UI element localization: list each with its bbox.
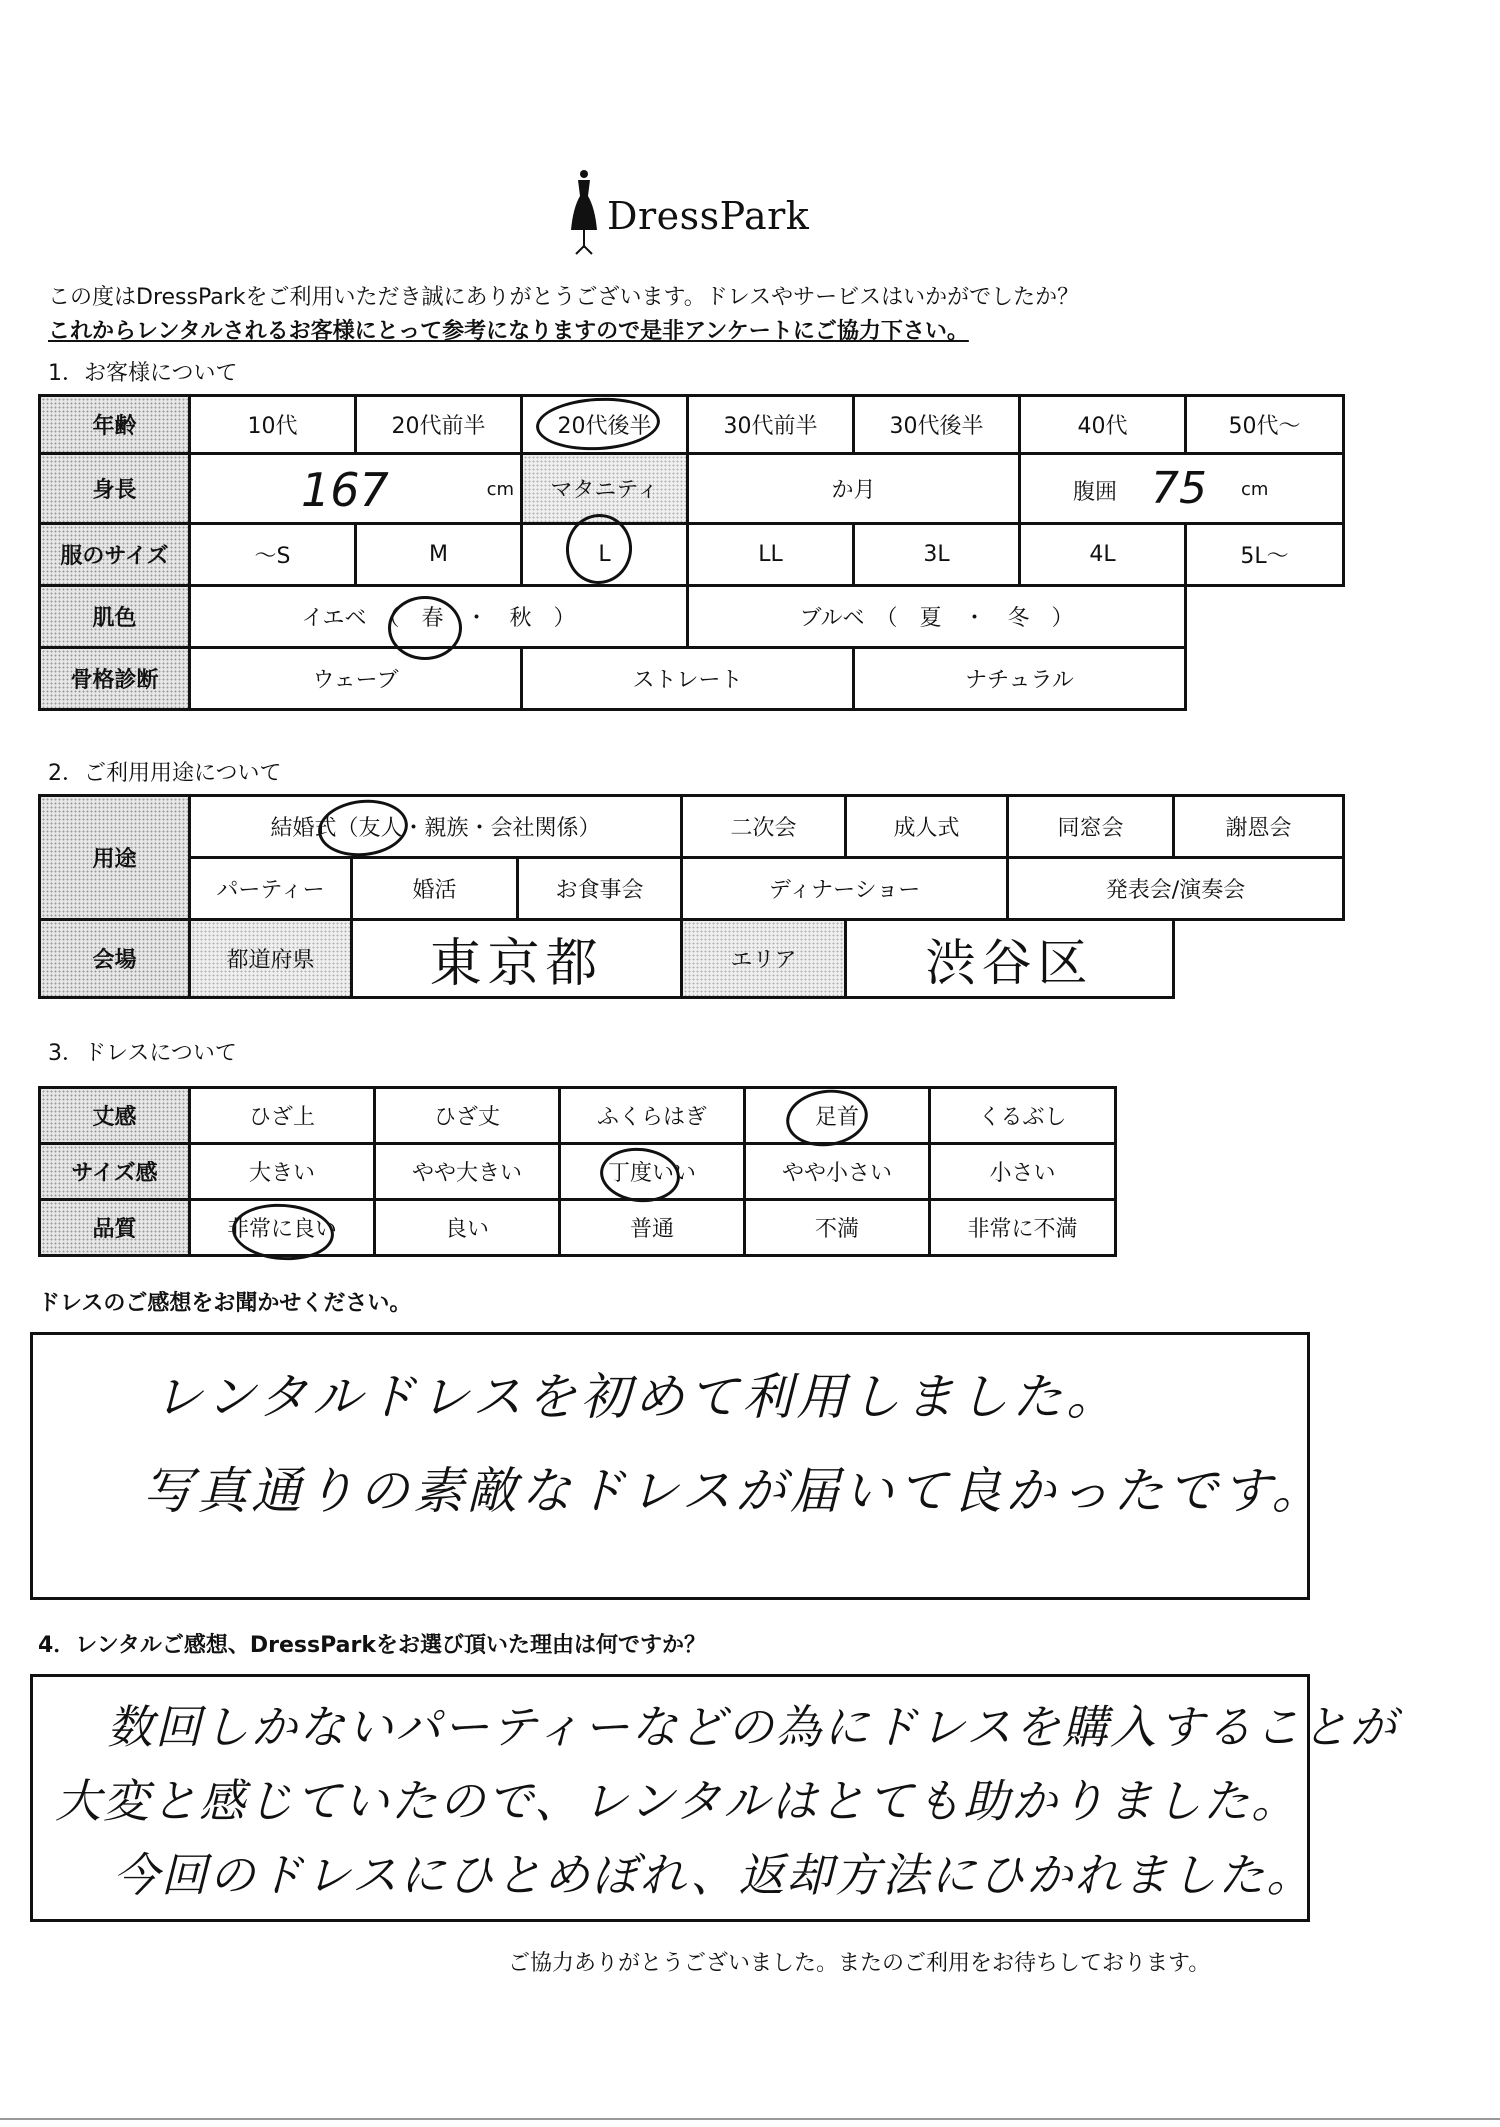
- impression-line: レンタルドレスを初めて利用しました。: [153, 1368, 1121, 1426]
- purpose-option[interactable]: パーティー: [190, 858, 352, 920]
- age-option[interactable]: 30代前半: [688, 396, 854, 454]
- age-option[interactable]: 10代: [190, 396, 356, 454]
- frame-option[interactable]: ナチュラル: [854, 648, 1186, 710]
- frame-option[interactable]: ウェーブ: [190, 648, 522, 710]
- purpose-option[interactable]: 同窓会: [1008, 796, 1174, 858]
- length-option[interactable]: ふくらはぎ: [560, 1088, 745, 1144]
- size-option[interactable]: M: [356, 524, 522, 586]
- section2-title: 2．ご利用用途について: [48, 761, 282, 786]
- venue-row: [40, 920, 1344, 998]
- skin-selection-mark: [388, 596, 462, 660]
- fit-option[interactable]: 小さい: [930, 1144, 1116, 1200]
- length-option[interactable]: くるぶし: [930, 1088, 1116, 1144]
- age-option[interactable]: 40代: [1020, 396, 1186, 454]
- maternity-months[interactable]: か月: [688, 454, 1020, 524]
- brand-logo: [565, 168, 825, 258]
- area-field[interactable]: [846, 920, 1174, 998]
- purpose-table: [38, 794, 1345, 999]
- quality-option[interactable]: 不満: [745, 1200, 930, 1256]
- purpose-option[interactable]: お食事会: [518, 858, 682, 920]
- purpose-wedding[interactable]: 結婚式（友人・親族・会社関係）: [190, 796, 682, 858]
- length-option-selected[interactable]: 足首: [745, 1088, 930, 1144]
- skin-label: 肌色: [40, 586, 190, 648]
- fit-label: サイズ感: [40, 1144, 190, 1200]
- length-row: [40, 1088, 1116, 1144]
- purpose-option[interactable]: 婚活: [352, 858, 518, 920]
- maternity-label: マタニティ: [522, 454, 688, 524]
- waist-unit: cm: [1241, 479, 1269, 500]
- area-label: エリア: [682, 920, 846, 998]
- quality-option-selected[interactable]: 非常に良い: [190, 1200, 375, 1256]
- scan-edge-line: [0, 2118, 1500, 2120]
- area-value: 渋谷区: [925, 933, 1094, 992]
- prefecture-label: 都道府県: [190, 920, 352, 998]
- skin-yellow[interactable]: イエベ （ 春 ・ 秋 ）: [190, 586, 688, 648]
- customer-table: [38, 394, 1345, 711]
- size-option-selected[interactable]: L: [522, 524, 688, 586]
- reason-box[interactable]: [30, 1674, 1398, 1922]
- fit-row: [40, 1144, 1116, 1200]
- fit-option-selected[interactable]: 丁度いい: [560, 1144, 745, 1200]
- purpose-row-1: [40, 796, 1344, 858]
- length-option[interactable]: ひざ丈: [375, 1088, 560, 1144]
- frame-option[interactable]: ストレート: [522, 648, 854, 710]
- quality-label: 品質: [40, 1200, 190, 1256]
- purpose-option[interactable]: 発表会/演奏会: [1008, 858, 1344, 920]
- purpose-option[interactable]: 謝恩会: [1174, 796, 1344, 858]
- reason-line: 今回のドレスにひとめぼれ、返却方法にひかれました。: [113, 1848, 1315, 1902]
- height-row: [40, 454, 1344, 524]
- size-option[interactable]: 5L～: [1186, 524, 1344, 586]
- age-option-selected[interactable]: 20代後半: [522, 396, 688, 454]
- size-option[interactable]: 3L: [854, 524, 1020, 586]
- frame-label: 骨格診断: [40, 648, 190, 710]
- height-field[interactable]: [190, 454, 522, 524]
- size-option[interactable]: LL: [688, 524, 854, 586]
- reason-line: 数回しかないパーティーなどの為にドレスを購入することが: [107, 1700, 1398, 1754]
- section1-title: 1．お客様について: [48, 361, 238, 386]
- length-label: 丈感: [40, 1088, 190, 1144]
- dress-table: [38, 1086, 1117, 1257]
- quality-option[interactable]: 良い: [375, 1200, 560, 1256]
- age-option[interactable]: 20代前半: [356, 396, 522, 454]
- quality-row: [40, 1200, 1116, 1256]
- height-label: 身長: [40, 454, 190, 524]
- size-row: [40, 524, 1344, 586]
- age-option[interactable]: 50代～: [1186, 396, 1344, 454]
- purpose-option[interactable]: 成人式: [846, 796, 1008, 858]
- height-unit: cm: [486, 479, 514, 500]
- fit-option[interactable]: 大きい: [190, 1144, 375, 1200]
- venue-label: 会場: [40, 920, 190, 998]
- size-label: 服のサイズ: [40, 524, 190, 586]
- intro-request: これからレンタルされるお客様にとって参考になりますので是非アンケートにご協力下さい。: [48, 319, 969, 344]
- skin-blue[interactable]: ブルベ （ 夏 ・ 冬 ）: [688, 586, 1186, 648]
- skin-row: [40, 586, 1344, 648]
- impression-line: 写真通りの素敵なドレスが届いて良かったです。: [143, 1462, 1326, 1520]
- fit-option[interactable]: やや大きい: [375, 1144, 560, 1200]
- prefecture-value: 東京都: [429, 934, 604, 994]
- impression-box[interactable]: [30, 1332, 1326, 1600]
- purpose-row-2: [40, 858, 1344, 920]
- size-option[interactable]: ～S: [190, 524, 356, 586]
- section3-title: 3．ドレスについて: [48, 1041, 237, 1066]
- intro-text: この度はDressParkをご利用いただき誠にありがとうございます。ドレスやサービスはいかがでしたか？: [48, 285, 1080, 310]
- reason-line: 大変と感じていたので、レンタルはとても助かりました。: [55, 1774, 1300, 1828]
- purpose-option[interactable]: 二次会: [682, 796, 846, 858]
- purpose-option[interactable]: ディナーショー: [682, 858, 1008, 920]
- prefecture-field[interactable]: [352, 920, 682, 998]
- frame-row: [40, 648, 1344, 710]
- height-value: 167: [301, 463, 389, 517]
- purpose-label: 用途: [40, 796, 190, 920]
- length-option[interactable]: ひざ上: [190, 1088, 375, 1144]
- waist-label: 腹囲: [1073, 480, 1118, 505]
- section4-title: 4．レンタルご感想、DressParkをお選び頂いた理由は何ですか？: [38, 1633, 706, 1658]
- waist-field[interactable]: [1020, 454, 1344, 524]
- dress-icon: [567, 168, 601, 256]
- fit-option[interactable]: やや小さい: [745, 1144, 930, 1200]
- age-label: 年齢: [40, 396, 190, 454]
- age-option[interactable]: 30代後半: [854, 396, 1020, 454]
- footer-thanks: ご協力ありがとうございました。またのご利用をお待ちしております。: [508, 1951, 1211, 1976]
- brand-name: DressPark: [607, 194, 810, 238]
- size-option[interactable]: 4L: [1020, 524, 1186, 586]
- age-row: [40, 396, 1344, 454]
- quality-option[interactable]: 非常に不満: [930, 1200, 1116, 1256]
- waist-value: 75: [1151, 463, 1207, 514]
- impression-prompt: ドレスのご感想をお聞かせください。: [38, 1291, 412, 1316]
- quality-option[interactable]: 普通: [560, 1200, 745, 1256]
